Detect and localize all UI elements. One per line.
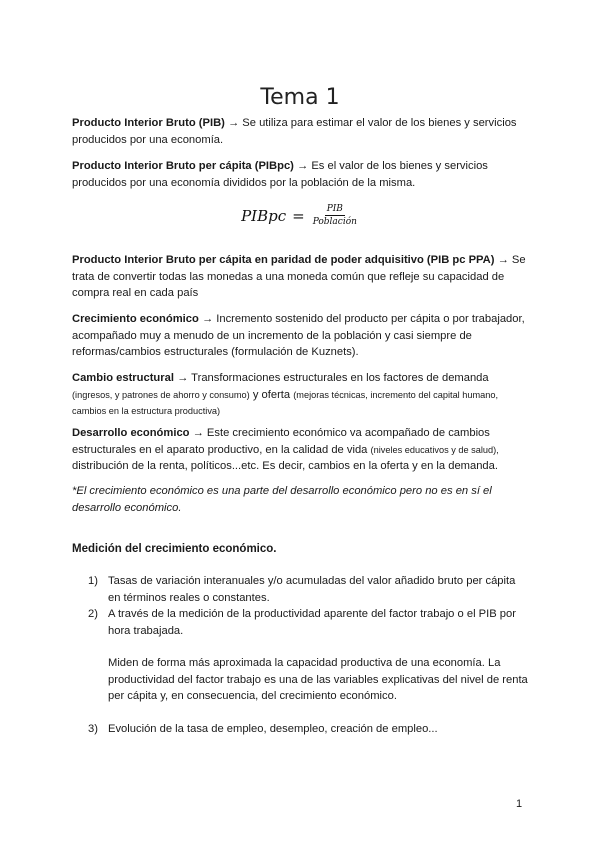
footnote-crecimiento: *El crecimiento económico es una parte del desarrollo económico pero no es en sí el desarrollo económico. (72, 485, 492, 514)
pibpc-formula (0, 204, 600, 227)
arrow-pib: → (228, 117, 240, 129)
definition-pib-ppa (72, 252, 528, 302)
arrow-pib-ppa: → (497, 254, 509, 266)
list-item-text: A través de la medición de la productividad aparente del factor trabajo o el PIB por hora trabajada. (108, 608, 516, 637)
small-desarrollo-1: (niveles educativos y de salud), (370, 444, 499, 455)
list-item-text: Miden de forma más aproximada la capacidad productiva de una economía. La productividad del factor trabajo es una de las variables explicativas del nivel de renta per cápita y, en consecuencia, del crecimiento económico. (108, 657, 528, 702)
definition-pibpc (72, 158, 528, 191)
definition-cambio-estructural (72, 370, 528, 420)
text-cambio-2: y oferta (252, 388, 291, 401)
term-pib: Producto Interior Bruto (PIB) (72, 117, 225, 129)
definition-crecimiento (72, 311, 528, 361)
definition-pib (72, 115, 528, 148)
list-item (88, 606, 528, 639)
arrow-desarrollo: → (192, 427, 204, 439)
list-item-number: 3) (88, 722, 98, 735)
text-pibpc: Es el valor de los bienes y servicios producidos por una economía divididos por la población de la misma. (72, 160, 488, 189)
page-title: Tema 1 (260, 84, 340, 110)
formula-numerator: PIB (326, 204, 343, 214)
list-item-text: Evolución de la tasa de empleo, desempleo, creación de empleo... (108, 722, 438, 735)
term-pib-ppa: Producto Interior Bruto per cápita en paridad de poder adquisitivo (PIB pc PPA) (72, 254, 495, 266)
formula-lhs: PIBpc (241, 206, 287, 225)
formula-denominator: Población (312, 217, 357, 227)
term-cambio: Cambio estructural (72, 372, 174, 384)
definition-desarrollo (72, 425, 528, 475)
term-desarrollo: Desarrollo económico (72, 427, 190, 439)
measurement-list (88, 573, 528, 737)
list-item-number: 2) (88, 608, 98, 620)
list-item (88, 655, 528, 705)
list-item (88, 721, 528, 738)
formula-fraction (311, 204, 359, 227)
page-number: 1 (516, 798, 523, 810)
list-item-number: 1) (88, 575, 98, 587)
text-cambio-1: Transformaciones estructurales en los factores de demanda (191, 372, 489, 384)
text-pib: Se utiliza para estimar el valor de los bienes y servicios producidos por una economía. (72, 117, 517, 146)
term-crecimiento: Crecimiento económico (72, 313, 199, 325)
arrow-cambio: → (177, 372, 189, 384)
text-pib-ppa: Se trata de convertir todas las monedas a una moneda común que refleje su capacidad de compra real en cada país (72, 254, 526, 299)
section-heading: Medición del crecimiento económico. (72, 543, 277, 555)
list-item (88, 573, 528, 606)
text-crecimiento: Incremento sostenido del producto per cápita o por trabajador, acompañado muy a menudo de un incremento de la población y casi siempre de reformas/cambios estructurales (formulación de Kuznets). (72, 313, 525, 358)
text-desarrollo-1: Este crecimiento económico va acompañado de cambios estructurales en el aparato productivo, en la calidad de vida (72, 427, 490, 456)
term-pibpc: Producto Interior Bruto per cápita (PIBpc) (72, 160, 294, 172)
small-cambio-2: (mejoras técnicas, incremento del capital humano, cambios en la estructura productiva) (72, 389, 499, 416)
formula-equals: = (292, 206, 305, 225)
arrow-crecimiento: → (201, 313, 214, 325)
text-desarrollo-2: distribución de la renta, políticos...etc. Es decir, cambios en la oferta y en la demanda. (72, 460, 498, 472)
arrow-pibpc: → (297, 160, 309, 172)
list-item-text: Tasas de variación interanuales y/o acumuladas del valor añadido bruto per cápita en términos reales o constantes. (108, 575, 516, 604)
small-cambio-1: (ingresos, y patrones de ahorro y consumo) (72, 389, 250, 400)
